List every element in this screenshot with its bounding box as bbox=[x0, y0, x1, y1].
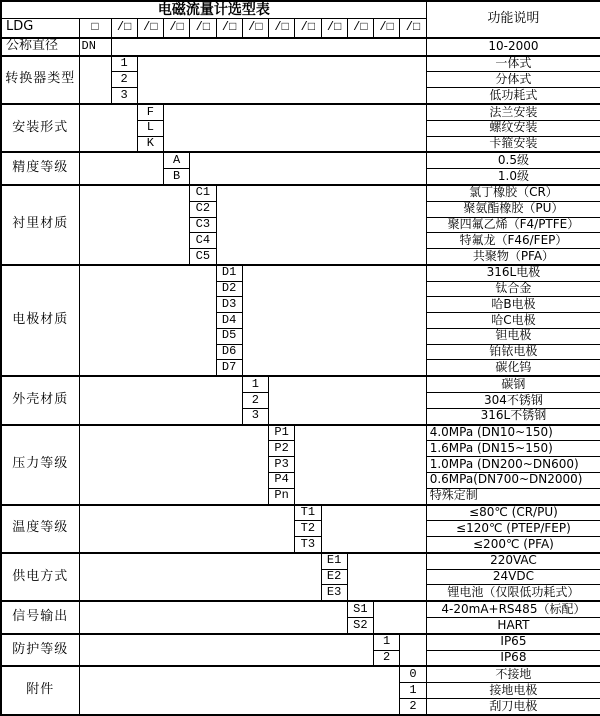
code-cell: B bbox=[164, 169, 190, 185]
model-slot-cell: /□ bbox=[137, 19, 163, 38]
function-cell: 1.0MPa (DN200~DN600) bbox=[426, 457, 600, 473]
code-cell: C5 bbox=[190, 249, 216, 265]
empty-cell bbox=[269, 376, 427, 424]
code-cell: P2 bbox=[269, 441, 295, 457]
function-cell: 接地电极 bbox=[426, 683, 600, 699]
empty-cell bbox=[400, 634, 426, 667]
category-label: 公称直径 bbox=[1, 38, 79, 56]
code-cell: K bbox=[137, 136, 163, 152]
category-label: 电极材质 bbox=[1, 265, 79, 376]
code-cell: 2 bbox=[400, 698, 426, 715]
empty-cell bbox=[79, 505, 295, 553]
empty-cell bbox=[79, 666, 400, 715]
function-cell: 分体式 bbox=[426, 72, 600, 88]
category-label: 供电方式 bbox=[1, 553, 79, 601]
function-cell: 低功耗式 bbox=[426, 88, 600, 104]
code-cell: P3 bbox=[269, 457, 295, 473]
function-cell: 卡箍安装 bbox=[426, 136, 600, 152]
function-cell: 特殊定制 bbox=[426, 488, 600, 504]
code-cell: D3 bbox=[216, 297, 242, 313]
code-cell: 1 bbox=[242, 376, 268, 392]
category-label: 衬里材质 bbox=[1, 185, 79, 265]
function-cell: 聚四氟乙烯（F4/PTFE） bbox=[426, 217, 600, 233]
function-header: 功能说明 bbox=[426, 1, 600, 38]
code-cell: D2 bbox=[216, 281, 242, 297]
function-cell: 螺纹安装 bbox=[426, 120, 600, 136]
function-cell: 0.5级 bbox=[426, 152, 600, 168]
function-cell: 10-2000 bbox=[426, 38, 600, 56]
code-cell: E3 bbox=[321, 585, 347, 601]
function-cell: 碳化钨 bbox=[426, 360, 600, 376]
empty-cell bbox=[190, 152, 426, 185]
code-cell: 3 bbox=[111, 88, 137, 104]
code-cell: C2 bbox=[190, 201, 216, 217]
function-cell: 钽电极 bbox=[426, 328, 600, 344]
function-cell: 哈C电极 bbox=[426, 313, 600, 329]
code-cell: DN bbox=[79, 38, 111, 56]
model-slot-cell: /□ bbox=[321, 19, 347, 38]
code-cell: S1 bbox=[347, 601, 373, 617]
code-cell: D5 bbox=[216, 328, 242, 344]
function-cell: 共聚物（PFA） bbox=[426, 249, 600, 265]
code-cell: C4 bbox=[190, 233, 216, 249]
model-slot-cell: /□ bbox=[295, 19, 321, 38]
code-cell: T1 bbox=[295, 505, 321, 521]
function-cell: 1.0级 bbox=[426, 169, 600, 185]
code-cell: 1 bbox=[111, 56, 137, 72]
code-cell: D4 bbox=[216, 313, 242, 329]
function-cell: 氯丁橡胶（CR） bbox=[426, 185, 600, 201]
model-prefix: LDG bbox=[1, 19, 79, 38]
code-cell: D6 bbox=[216, 344, 242, 360]
category-label: 温度等级 bbox=[1, 505, 79, 553]
function-cell: 锂电池（仅限低功耗式） bbox=[426, 585, 600, 601]
function-cell: 0.6MPa(DN700~DN2000) bbox=[426, 472, 600, 488]
category-label: 安装形式 bbox=[1, 104, 79, 152]
category-label: 转换器类型 bbox=[1, 56, 79, 104]
function-cell: ≤120℃ (PTEP/FEP) bbox=[426, 521, 600, 537]
function-cell: 4-20mA+RS485（标配） bbox=[426, 601, 600, 617]
code-cell: 3 bbox=[242, 408, 268, 424]
code-cell: P1 bbox=[269, 425, 295, 441]
table-title: 电磁流量计选型表 bbox=[1, 1, 426, 19]
model-slot-cell: /□ bbox=[164, 19, 190, 38]
function-cell: 聚氨酯橡胶（PU） bbox=[426, 201, 600, 217]
code-cell: 2 bbox=[242, 393, 268, 409]
model-box-cell: □ bbox=[79, 19, 111, 38]
function-cell: IP65 bbox=[426, 634, 600, 650]
function-cell: ≤80℃ (CR/PU) bbox=[426, 505, 600, 521]
code-cell: T3 bbox=[295, 537, 321, 553]
code-cell: 1 bbox=[400, 683, 426, 699]
function-cell: 304不锈钢 bbox=[426, 393, 600, 409]
function-cell: 碳钢 bbox=[426, 376, 600, 392]
empty-cell bbox=[137, 56, 426, 104]
empty-cell bbox=[79, 634, 374, 667]
function-cell: 4.0MPa (DN10~150) bbox=[426, 425, 600, 441]
code-cell: C1 bbox=[190, 185, 216, 201]
empty-cell bbox=[242, 265, 426, 376]
code-cell: S2 bbox=[347, 618, 373, 634]
function-cell: HART bbox=[426, 618, 600, 634]
model-slot-cell: /□ bbox=[190, 19, 216, 38]
code-cell: 2 bbox=[374, 650, 400, 666]
empty-cell bbox=[164, 104, 427, 152]
empty-cell bbox=[79, 185, 190, 265]
function-cell: 哈B电极 bbox=[426, 297, 600, 313]
empty-cell bbox=[79, 601, 347, 634]
empty-cell bbox=[111, 38, 426, 56]
code-cell: E1 bbox=[321, 553, 347, 569]
category-label: 外壳材质 bbox=[1, 376, 79, 424]
empty-cell bbox=[347, 553, 426, 601]
model-slot-cell: /□ bbox=[111, 19, 137, 38]
code-cell: D1 bbox=[216, 265, 242, 281]
empty-cell bbox=[79, 376, 242, 424]
category-label: 附件 bbox=[1, 666, 79, 715]
function-cell: 铂铱电极 bbox=[426, 344, 600, 360]
function-cell: 钛合金 bbox=[426, 281, 600, 297]
function-cell: 一体式 bbox=[426, 56, 600, 72]
function-cell: 刮刀电极 bbox=[426, 698, 600, 715]
category-label: 信号输出 bbox=[1, 601, 79, 634]
function-cell: ≤200℃ (PFA) bbox=[426, 537, 600, 553]
empty-cell bbox=[216, 185, 426, 265]
model-slot-cell: /□ bbox=[216, 19, 242, 38]
code-cell: E2 bbox=[321, 569, 347, 585]
function-cell: 220VAC bbox=[426, 553, 600, 569]
code-cell: L bbox=[137, 120, 163, 136]
model-slot-cell: /□ bbox=[242, 19, 268, 38]
code-cell: C3 bbox=[190, 217, 216, 233]
code-cell: D7 bbox=[216, 360, 242, 376]
code-cell: T2 bbox=[295, 521, 321, 537]
function-cell: 316L不锈钢 bbox=[426, 408, 600, 424]
category-label: 压力等级 bbox=[1, 425, 79, 505]
code-cell: F bbox=[137, 104, 163, 120]
model-slot-cell: /□ bbox=[269, 19, 295, 38]
category-label: 精度等级 bbox=[1, 152, 79, 185]
model-slot-cell: /□ bbox=[347, 19, 373, 38]
code-cell: 0 bbox=[400, 666, 426, 682]
code-cell: 1 bbox=[374, 634, 400, 650]
empty-cell bbox=[321, 505, 426, 553]
empty-cell bbox=[79, 265, 216, 376]
code-cell: P4 bbox=[269, 472, 295, 488]
code-cell: A bbox=[164, 152, 190, 168]
empty-cell bbox=[79, 152, 164, 185]
function-cell: 24VDC bbox=[426, 569, 600, 585]
function-cell: 1.6MPa (DN15~150) bbox=[426, 441, 600, 457]
model-slot-cell: /□ bbox=[374, 19, 400, 38]
empty-cell bbox=[79, 425, 269, 505]
empty-cell bbox=[79, 553, 321, 601]
code-cell: Pn bbox=[269, 488, 295, 504]
empty-cell bbox=[79, 104, 137, 152]
function-cell: IP68 bbox=[426, 650, 600, 666]
function-cell: 不接地 bbox=[426, 666, 600, 682]
empty-cell bbox=[374, 601, 427, 634]
category-label: 防护等级 bbox=[1, 634, 79, 667]
code-cell: 2 bbox=[111, 72, 137, 88]
function-cell: 特氟龙（F46/FEP） bbox=[426, 233, 600, 249]
function-cell: 法兰安装 bbox=[426, 104, 600, 120]
empty-cell bbox=[79, 56, 111, 104]
model-slot-cell: /□ bbox=[400, 19, 426, 38]
function-cell: 316L电极 bbox=[426, 265, 600, 281]
empty-cell bbox=[295, 425, 426, 505]
